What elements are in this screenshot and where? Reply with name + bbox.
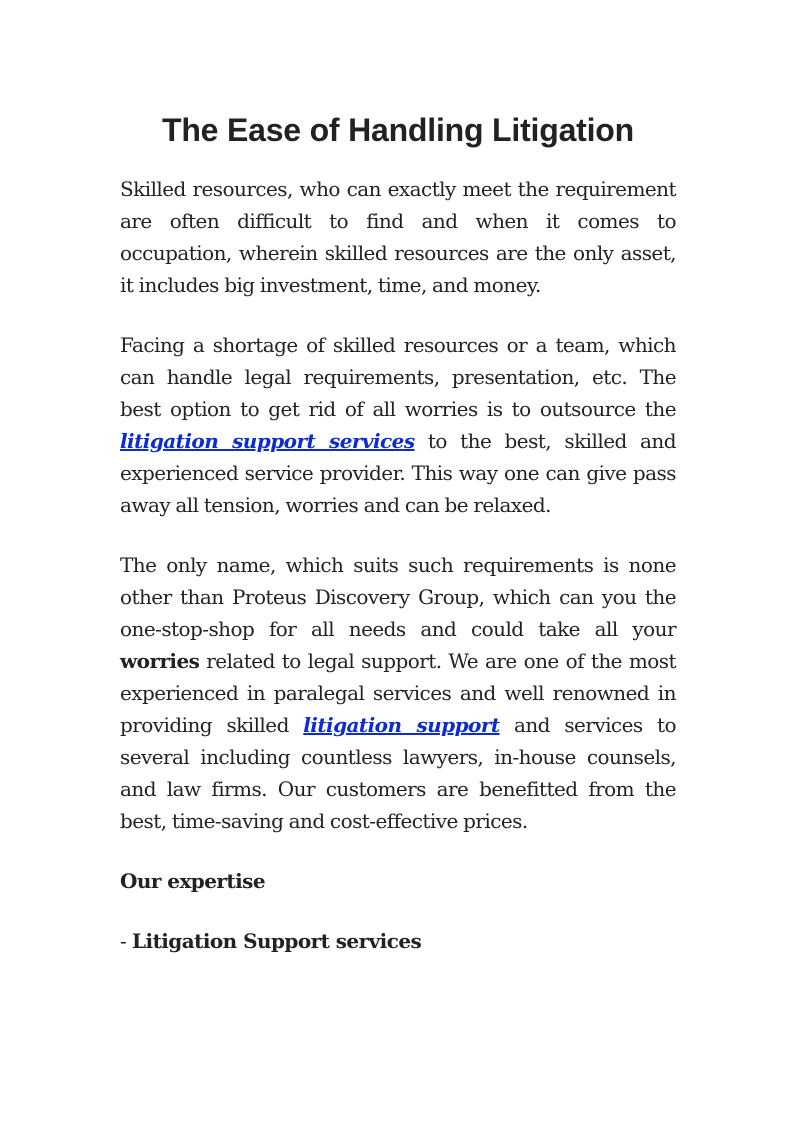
proteus-text-part3: and services to several including countless lawyers, in-house counsels, and law firms. Our customers are benefitted from the best, time-saving and cost-effective prices. [120, 713, 676, 833]
expertise-list-item [120, 925, 676, 957]
proteus-text-part1: The only name, which suits such requirements is none other than Proteus Discovery Group, which can you the one-stop-shop for all needs and could take all your [120, 553, 676, 641]
outsourcing-text-before: Facing a shortage of skilled resources or a team, which can handle legal requirements, presentation, etc. The best option to get rid of all worries is to outsource the [120, 333, 676, 421]
list-item-prefix: - [120, 929, 133, 953]
document-page [120, 112, 676, 957]
worries-bold: worries [120, 649, 200, 673]
outsourcing-text-after: to the best, skilled and experienced service provider. This way one can give pass away all tension, worries and can be relaxed. [120, 429, 676, 517]
intro-text: Skilled resources, who can exactly meet the requirement are often difficult to find and when it comes to occupation, wherein skilled resources are the only asset, it includes big investment, time, and money. [120, 177, 676, 297]
outsourcing-paragraph [120, 329, 676, 521]
page-title: The Ease of Handling Litigation [161, 112, 635, 148]
litigation-support-services-link[interactable]: litigation support services [120, 429, 415, 453]
litigation-support-link[interactable]: litigation support [303, 713, 500, 737]
list-item-label: Litigation Support services [132, 929, 422, 953]
intro-paragraph [120, 173, 676, 301]
proteus-paragraph [120, 549, 676, 837]
proteus-text-part2: related to legal support. We are one of the most experienced in paralegal services and well renowned in providing skilled [120, 649, 676, 737]
expertise-heading: Our expertise [120, 869, 266, 893]
